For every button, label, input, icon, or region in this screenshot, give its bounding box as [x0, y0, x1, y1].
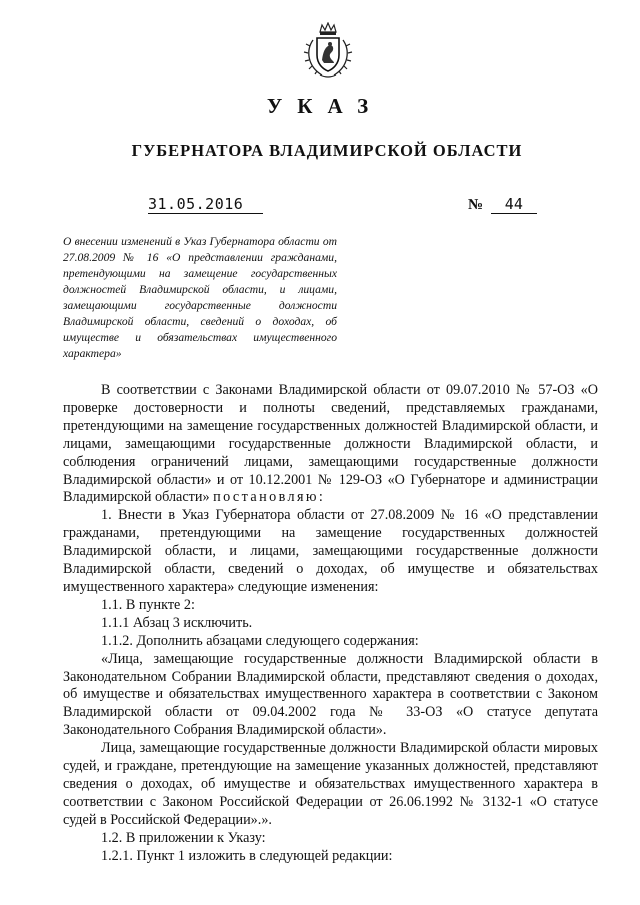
coat-of-arms-icon: [300, 22, 356, 80]
paragraph-1-1-1: 1.1.1 Абзац 3 исключить.: [101, 614, 253, 631]
number-sign: №: [468, 197, 484, 213]
decree-keyword: постановляю:: [213, 489, 326, 506]
paragraph-1-2-1: 1.2.1. Пункт 1 изложить в следующей редакции:: [101, 847, 393, 864]
decree-body: [63, 382, 598, 865]
preamble-text: В соответствии с Законами Владимирской области от 09.07.2010 № 57-ОЗ «О проверке достоверности и полноты сведений, представляемых гражданами, претендующими на замещение государственных должностей Владимирской области, и лицами, замещающими государственные должности Владимирской области, и соблюдения ограничений лицами, замещающими государственные должности Владимирской области» и от 10.12.2001 № 129-ОЗ «О Губернаторе и администрации Владимирской области»: [63, 382, 598, 506]
paragraph-1-1: 1.1. В пункте 2:: [101, 596, 195, 613]
paragraph-1-2: 1.2. В приложении к Указу:: [101, 829, 266, 846]
decree-number-field: [468, 195, 537, 214]
quoted-paragraph-2: Лица, замещающие государственные должности Владимирской области мировых судей, и граждане, претендующие на замещение указанных должностей, представляют сведения о доходах, об имуществе и обязательствах имущественного характера в соответствии с Законом Российской Федерации от 26.06.1992 № 3132-1 «О статусе судей в Российской Федерации».».: [63, 740, 598, 828]
issuer-title: ГУБЕРНАТОРА ВЛАДИМИРСКОЙ ОБЛАСТИ: [131, 141, 523, 160]
decree-number: 44: [491, 195, 537, 214]
paragraph-1: 1. Внести в Указ Губернатора области от 27.08.2009 № 16 «О представлении гражданами, претендующими на замещение государственных должностей Владимирской области, и лицами, замещающими государственные должности Владимирской области, сведений о доходах, об имуществе и обязательствах имущественного характера» следующие изменения:: [63, 507, 598, 595]
quoted-paragraph-1: «Лица, замещающие государственные должности Владимирской области в Законодательном Собрании Владимирской области, представляют сведения о доходах, об имуществе и обязательствах имущественного характера в соответствии с Законом Владимирской области от 09.04.2002 года № 33-ОЗ «О статусе депутата Законодательного Собрания Владимирской области».: [63, 650, 598, 739]
preamble-paragraph: [63, 382, 598, 507]
decree-subject: О внесении изменений в Указ Губернатора области от 27.08.2009 № 16 «О представлении гражданами, претендующими на замещение государственных должностей Владимирской области, и лицами, замещающими государственные должности Владимирской области, сведений о доходах, об имуществе и обязательствах имущественного характера»: [63, 235, 337, 360]
paragraph-1-1-2: 1.1.2. Дополнить абзацами следующего содержания:: [101, 632, 419, 649]
decree-title: УКАЗ: [266, 94, 384, 118]
decree-date: 31.05.2016: [148, 196, 263, 214]
